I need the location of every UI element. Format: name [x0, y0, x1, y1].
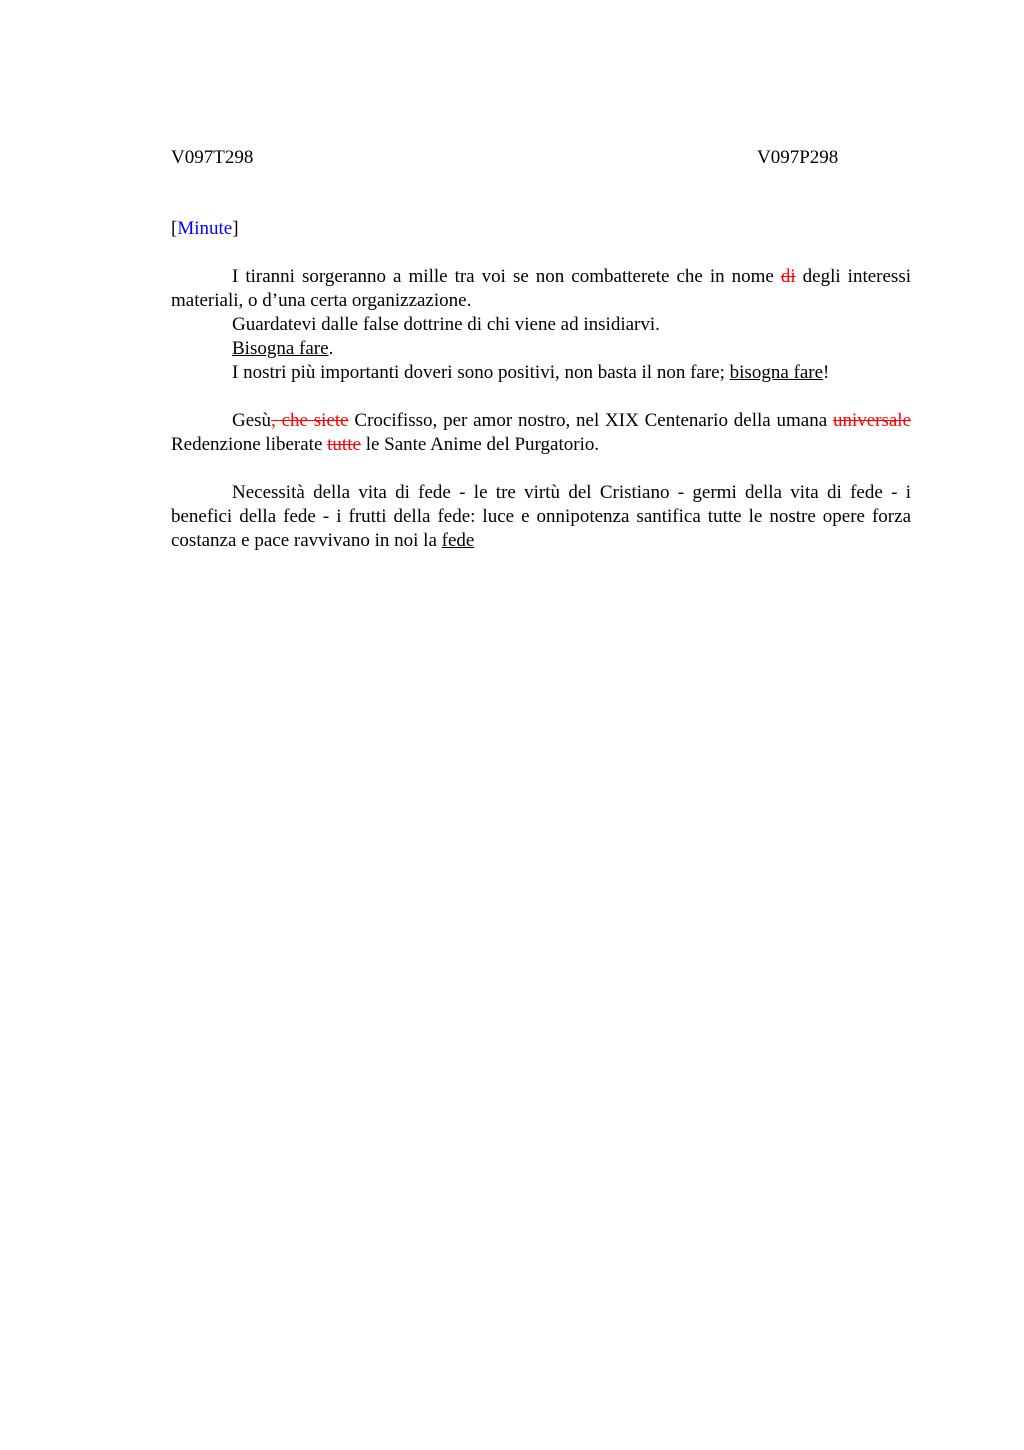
tag-open-bracket: [: [171, 218, 178, 239]
paragraph-bisogna: [171, 337, 911, 361]
deleted-text: universale: [832, 410, 912, 431]
section-tag: [171, 217, 239, 241]
header-left-code: V097T298: [171, 147, 254, 168]
underlined-text: bisogna fare: [729, 362, 824, 383]
paragraph-text: !: [823, 362, 830, 383]
paragraph-text: degli interessi materiali, o d’una certa organizzazione.: [171, 266, 911, 311]
paragraph-text: Necessità della vita di fede - le tre virtù del Cristiano - germi della vita di fede - i benefici della fede - i frutti della fede: luce e onnipotenza santifica tutte le nostre opere forza costanza e pace ravvivano in noi la: [171, 482, 911, 551]
tag-close-bracket: ]: [232, 218, 239, 239]
paragraph-text: Guardatevi dalle false dottrine di chi viene ad insidiarvi.: [232, 314, 660, 335]
paragraph-spacer: [171, 385, 911, 409]
paragraph-doveri: [171, 361, 911, 385]
paragraph-tiranni: [171, 265, 911, 313]
paragraph-text: I tiranni sorgeranno a mille tra voi se non combatterete che in nome: [232, 266, 781, 287]
paragraph-guardatevi: [171, 313, 911, 337]
deleted-text: di: [780, 266, 796, 287]
paragraph-text: Crocifisso, per amor nostro, nel XIX Centenario della umana: [348, 410, 833, 431]
underlined-text: Bisogna fare: [232, 338, 329, 359]
paragraph-text: .: [328, 338, 334, 359]
deleted-text: tutte: [327, 434, 361, 455]
paragraph-text: le Sante Anime del Purgatorio.: [360, 434, 600, 455]
paragraph-gesu: [171, 409, 911, 457]
paragraph-text: Gesù: [232, 410, 272, 431]
paragraph-necessita: [171, 481, 911, 553]
paragraph-text: I nostri più importanti doveri sono positivi, non basta il non fare;: [232, 362, 730, 383]
paragraph-spacer: [171, 457, 911, 481]
paragraph-text: Redenzione liberate: [171, 434, 328, 455]
header-right-code: V097P298: [757, 147, 839, 168]
underlined-text: fede: [441, 530, 475, 551]
document-body: [171, 265, 911, 553]
deleted-text: , che siete: [271, 410, 349, 431]
tag-label: Minute: [177, 218, 233, 239]
